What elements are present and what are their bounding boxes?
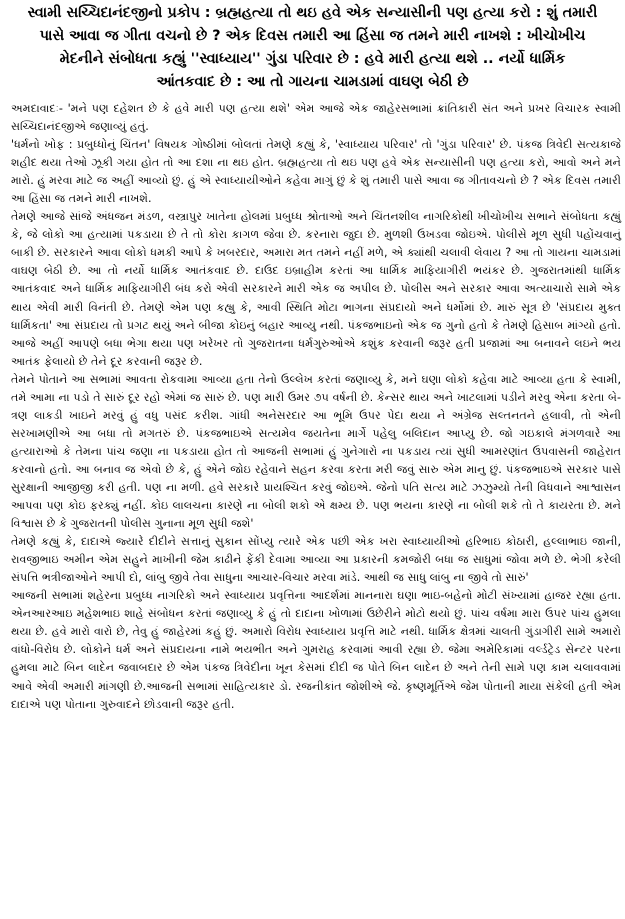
article-paragraph: અમદાવાદઃ- 'મને પણ દહેશત છે કે હવે મારી પણ હત્યા થશે' એમ આજે એક જાહેરસભામાં ક્રાંતિકારી સંત અને પ્રખર વિચારક સ્વામી સચ્ચિદાનંદજીએ જણાવ્યું હતું. [11,102,621,134]
article-paragraph: તેમણે આજે સાંજે અંધજન મંડળ, વસ્ત્રાપુર ખાતેના હોલમાં પ્રબુધ્ધ શ્રોતાઓ અને ચિંતનશીલ નાગરિકોથી ખીચોખીચ સભાને સંબોધતા કહ્યું કે, જે લોકો આ હત્યામાં પકડાયા છે તે તો કોરા કાગળ જેવા છે. કરનારા જુદા છે. મુળશી ઉખડવા જોઇએ. પોલીસે મૂળ સુધી પહોંચવાનું બાકી છે. સરકારને આવા લોકો ધમકી આપે કે ખબરદાર, અમારા મત તમને નહીં મળે, એ ક્યાંથી ચલાવી લેવાય ? આ તો ગાયના ચામડામાં વાઘણ બેઠી છે. આ તો નર્યો ધાર્મિક આતંકવાદ છે. દાઉદ ઇબ્રાહીમ કરતાં આ ધાર્મિક માફિયાગીરી ભયંકર છે. ગુજરાતમાંથી ધાર્મિક આતંકવાદ અને ધાર્મિક માફિયાગીરી બંધ કરો એવી સરકારને મારી એક જ અપીલ છે. પોલીસ અને સરકાર આવા અત્યાચારો સામે એક થાય એવી મારી વિનંતી છે. તેમણે એમ પણ કહ્યુ કે, આવી સ્થિતિ મોટા ભાગના સંપ્રદાયો અને ધર્મોમાં છે. મારું સૂત્ર છે 'સંપ્રદાય મુક્ત ધાર્મિકતા' આ સંપ્રદાય તો પ્રગટ થયું અને બીજા કોઇનું બહાર આવ્યુ નથી. પંકજભાઇનો એક જ ગુનો હતો કે તેમણે હિસાબ માંગ્યો હતો. આજે અહીં આપણે બધા ભેગા થયા પણ ખરેખર તો ગુજરાતના ધર્મગુરુઓએ કશુંક કરવાની જરૂર હતી પ્રજામાં આ બનાવને લઇને ભય આતંક ફેલાયો છે તેને દૂર કરવાની જરૂર છે. [11,210,621,368]
headline-line-3: મેદનીને સંબોધતા કહ્યું ''સ્વાધ્યાય'' ગુંડા પરિવાર છે : હવે મારી હત્યા થશે .. નર્યો ધાર્મિક [59,51,566,67]
article-body [11,100,621,714]
article-paragraph: આજની સભામાં શહેરના પ્રબુધ્ધ નાગરિકો અને સ્વાધ્યાય પ્રવૃત્તિના આદર્શમાં માનનારા ઘણા ભાઇ-બહેનો મોટી સંખ્યામાં હાજર રહ્યા હતા. એનઆરઆઇ મહેશભાઇ શાહે સંબોધન કરતાં જણાવ્યુ કે હું તો દાદાના ખોળામાં ઉછેરીને મોટો થયો છું. પાંચ વર્ષમા મારા ઉપર પાંચ હુમલા થયા છે. હવે મારો વારો છે, તેવુ હું જાહેરમાં કહું છું. અમારો વિરોધ સ્વાધ્યાય પ્રવૃત્તિ માટે નથી. ધાર્મિક ક્ષેત્રમાં ચાલતી ગુંડાગીરી સામે અમારો વાંધો-વિરોધ છે. લોકોને ધર્મ અને સંપ્રદાયના નામે ભયભીત અને ગુમરાહ કરવામાં આવી રહ્યા છે. જેમા અમેરિકામાં વર્લ્ડટ્રેડ સેન્ટર પરના હુમલા માટે બિન લાદેન જવાબદાર છે એમ પંકજ ત્રિવેદીના ખૂન કેસમાં દીદી જ પોતે બિન લાદેન છે અને તેની સામે પણ કામ ચલાવવામાં આવે એવી અમારી માંગણી છે.આજની સભામાં સાહિત્યકાર ડો. રજનીકાંત જોશીએ જે. કૃષ્ણમૂર્તિએ જેમ પોતાની માયા સંકેલી હતી એમ દાદાએ પણ પોતાના ગુરુવાદને છોડવાની જરૂર હતી. [11,589,621,711]
headline-line-2: પાસે આવા જ ગીતા વચનો છે ? એક દિવસ તમારી આ હિંસા જ તમને મારી નાખશે : ખીચોખીચ [39,28,586,44]
article-paragraph: 'ધર્મનો ખોફ : પ્રબુધ્ધોનું ચિંતન' વિષયક ગોષ્ઠીમાં બોલતાં તેમણે કહ્યું કે, 'સ્વાધ્યાય પરિવાર' તો 'ગુંડા પરિવાર' છે. પંકજ ત્રિવેદી સત્યકાજે શહીદ થયા તેઓ ઝૂકી ગયા હોત તો આ દશા ના થઇ હોત. બ્રહ્મહત્યા તો થઇ પણ હવે એક સન્યાસીની પણ હત્યા કરો, આવો અને મને મારો. હું મરવા માટે જ અહીં આવ્યો છું. હું એ સ્વાધ્યાયીઓને કહેવા માગું છું કે શું તમારી પાસે આવા જ ગીતાવચનો છે ? એક દિવસ તમારી આ હિંસા જ તમને મારી નાખશે. [11,138,621,206]
article-paragraph: તેમને પોતાને આ સભામાં આવતા રોકવામા આવ્યા હતા તેનો ઉલ્લેખ કરતાં જણાવ્યુ કે, મને ઘણા લોકો કહેવા માટે આવ્યા હતા કે સ્વામી, તમે આમા ના પડો તે સારું દૂર રહો એમાં જ સારું છે. પણ મારી ઉમર ૭૫ વર્ષની છે. કેન્સર થાય અને ખાટલામાં પડીને મરવુ એના કરતા બે-ત્રણ લાકડી ખાઇને મરવું હું વધુ પસંદ કરીશ. ગાંધી અનેસરદાર આ ભૂમિ ઉપર પેદા થયા ને અંગ્રેજ સલ્તનતને હલાવી, તો એની સરખામણીએ આ બધા તો મગતરું છે. પંકજભાઇએ સત્યમેવ જયતેના માર્ગે પહેલુ બલિદાન આપ્યુ છે. જો ગઇકાલે મંગળવારે આ હત્યારાઓ કે તેમના પાંચ જણા ના પકડાયા હોત તો આજની સભામાં હું ગુનેગારો ના પકડાય ત્યાં સુધી આમરણાંત ઉપવાસની જાહેરાત કરવાનો હતો. આ બનાવ જ એવો છે કે, હું એને જોઇ રહેવાને સહન કરવા કરતા મરી જવું સારુ એમ માનુ છું. પંકજભાઇએ સરકાર પાસે સુરક્ષાની આજીજી કરી હતી. પણ ના મળી. હવે સરકારે પ્રાયશ્ચિત કરવું જોઇએ. જેનો પતિ સત્ય માટે ઝઝુમ્યો તેની વિધવાને આશ્વાસન આપવા પણ કોઇ ફરક્યું નહીં. કોઇ લાલચના કારણે ના બોલી શકો એ ક્ષમ્ય છે. પણ ભયના કારણે ના બોલી શકે તો તે કાયરતા છે. મને વિશ્વાસ છે કે ગુજરાતની પોલીસ ગુનાના મૂળ સુધી જશે' [11,372,621,531]
headline-line-1: સ્વામી સચ્ચિદાનંદજીનો પ્રકોપ : બ્રહ્મહત્યા તો થઇ હવે એક સન્યાસીની પણ હત્યા કરો : શું તમારી [27,5,598,21]
article-paragraph: તેમણે કહ્યું કે, દાદાએ જ્યારે દીદીને સત્તાનું સુકાન સોંપ્યુ ત્યારે એક પછી એક ખરા સ્વાધ્યાયીઓ હરિભાઇ કોઠારી, હલ્લાભાઇ જાની, રાવજીભાઇ અમીન એમ સહુને માખીની જેમ કાઢીને ફેંકી દેવામા આવ્યા આ પ્રકારની કમજોરી બધા જ સાધુમાં જોવા મળે છે. ભેગી કરેલી સંપત્તિ ભત્રીજાઓને આપી દો, લાંબુ જીવે તેવા સાધુના આચાર-વિચાર મરવા માંડે. આથી જ સાધુ લાંબુ ના જીવે તો સારું' [11,535,621,585]
headline [0,0,625,96]
headline-line-4: આંતકવાદ છે : આ તો ગાયના ચામડામાં વાઘણ બેઠી છે [156,74,469,90]
